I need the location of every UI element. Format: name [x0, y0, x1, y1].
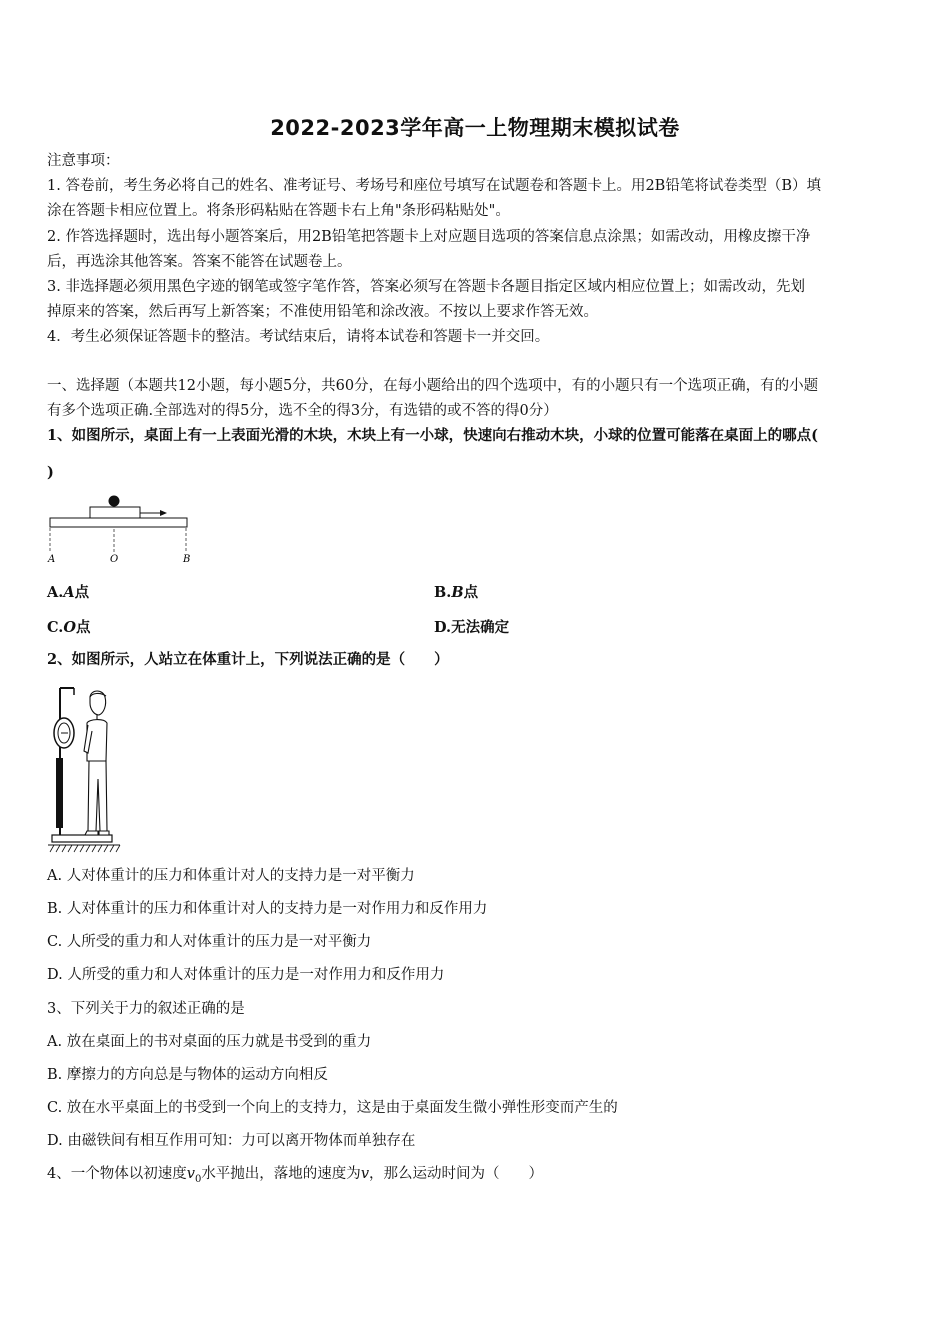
q1-option-b: B.B点	[434, 584, 479, 601]
notice-line: 涂在答题卡相应位置上。将条形码粘贴在答题卡右上角"条形码粘贴处"。	[47, 203, 510, 219]
notice-line: 4．考生必须保证答题卡的整洁。考试结束后，请将本试卷和答题卡一并交回。	[47, 329, 550, 345]
q4-stem: 4、一个物体以初速度$v_0$水平抛出，落地的速度为v，那么运动时间为（ ）	[47, 1166, 544, 1185]
q2-option-d: D. 人所受的重力和人对体重计的压力是一对作用力和反作用力	[47, 967, 445, 983]
q3-option-d: D. 由磁铁间有相互作用可知：力可以离开物体而单独存在	[47, 1133, 416, 1149]
q1-stem-end: )	[47, 464, 54, 481]
q1-block-ball-figure	[44, 490, 204, 570]
q1-option-c: C.O点	[47, 619, 91, 636]
label-o: O	[110, 554, 119, 565]
q3-option-a: A. 放在桌面上的书对桌面的压力就是书受到的重力	[47, 1034, 372, 1050]
arrow-head	[160, 510, 167, 516]
wooden-block	[90, 507, 140, 518]
q2-person-on-scale-figure	[44, 683, 124, 855]
q3-option-c: C. 放在水平桌面上的书受到一个向上的支持力，这是由于桌面发生微小弹性形变而产生的	[47, 1100, 618, 1116]
scale-column	[56, 758, 63, 828]
section-instructions: 有多个选项正确.全部选对的得5分，选不全的得3分，有选错的或不答的得0分）	[47, 403, 558, 419]
q1-option-d: D.无法确定	[434, 619, 510, 636]
table-surface	[50, 518, 187, 527]
label-b: B	[183, 554, 191, 565]
q1-stem: 1、如图所示，桌面上有一上表面光滑的木块，木块上有一小球，快速向右推动木块，小球的位置可能落在桌面上的哪点(	[47, 427, 818, 444]
q3-option-b: B. 摩擦力的方向总是与物体的运动方向相反	[47, 1067, 328, 1083]
q1-option-a: A.A点	[47, 584, 90, 601]
scale-platform	[52, 835, 112, 842]
label-a: A	[48, 554, 56, 565]
q2-option-c: C. 人所受的重力和人对体重计的压力是一对平衡力	[47, 934, 372, 950]
page-title: 2022-2023学年高一上物理期末模拟试卷	[270, 116, 680, 140]
notice-heading: 注意事项：	[47, 153, 120, 169]
q2-option-a: A. 人对体重计的压力和体重计对人的支持力是一对平衡力	[47, 868, 415, 884]
notice-line: 2. 作答选择题时，选出每小题答案后，用2B铅笔把答题卡上对应题目选项的答案信息点涂黑；如需改动，用橡皮擦干净	[47, 229, 811, 245]
q2-option-b: B. 人对体重计的压力和体重计对人的支持力是一对作用力和反作用力	[47, 901, 488, 917]
q3-stem: 3、下列关于力的叙述正确的是	[47, 1001, 245, 1017]
notice-line: 掉原来的答案，然后再写上新答案；不准使用铅笔和涂改液。不按以上要求作答无效。	[47, 304, 598, 320]
person-icon	[84, 691, 109, 835]
notice-line: 1. 答卷前，考生务必将自己的姓名、准考证号、考场号和座位号填写在试题卷和答题卡上。用2B铅笔将试卷类型（B）填	[47, 178, 821, 194]
notice-line: 后，再选涂其他答案。答案不能答在试题卷上。	[47, 254, 352, 270]
q2-stem: 2、如图所示，人站立在体重计上，下列说法正确的是（ ）	[47, 651, 449, 668]
ball	[109, 496, 120, 507]
notice-line: 3. 非选择题必须用黑色字迹的钢笔或签字笔作答，答案必须写在答题卡各题目指定区域内相应位置上；如需改动，先划	[47, 279, 805, 295]
ground-hatching	[50, 845, 120, 852]
section-instructions: 一、选择题（本题共12小题，每小题5分，共60分，在每小题给出的四个选项中，有的小题只有一个选项正确，有的小题	[47, 378, 819, 394]
